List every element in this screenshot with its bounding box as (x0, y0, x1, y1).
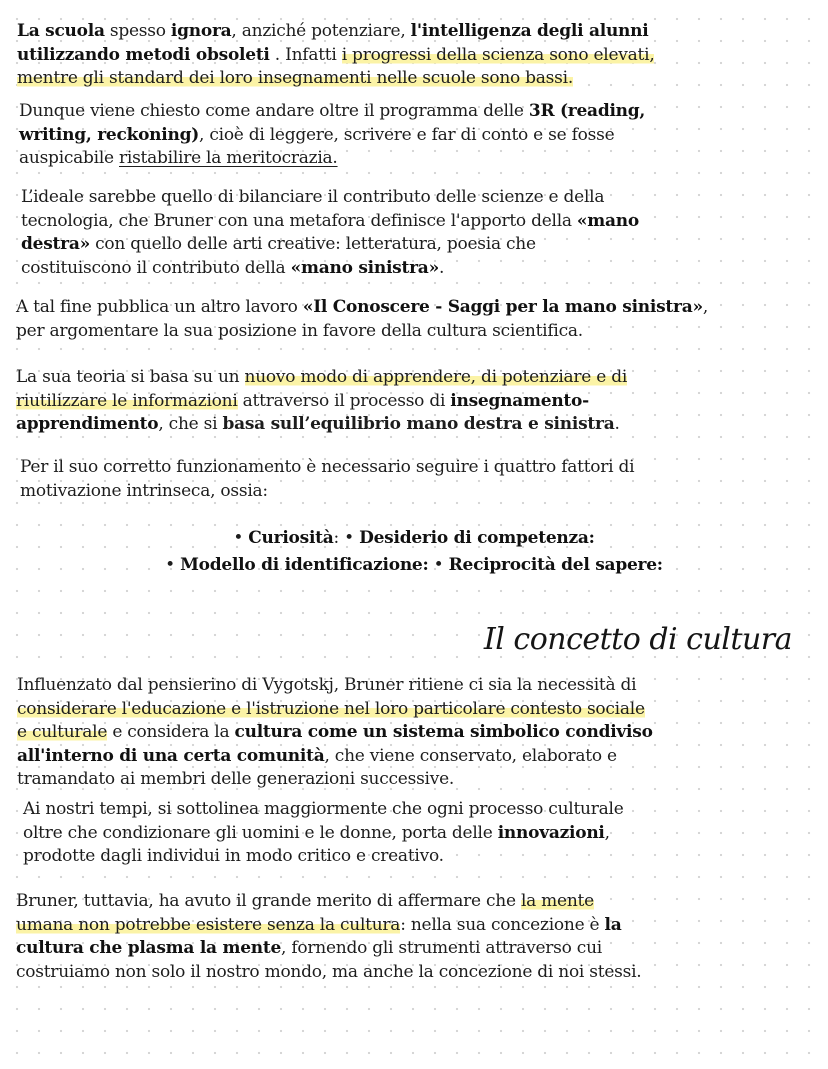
paragraph-school (17, 20, 654, 91)
paragraph-mind-culture (16, 890, 641, 984)
text-line: Influenzato dal pensierino di Vygotskj, Bruner ritiene ci sia la necessità di (17, 675, 637, 695)
motivation-factors-list (0, 525, 828, 579)
text-line: cultura che plasma la mente, fornendo gli strumenti attraverso cui (16, 938, 602, 958)
text-line: destra» con quello delle arti creative: letteratura, poesia che (21, 234, 536, 254)
paragraph-theory (16, 366, 627, 437)
paragraph-motivation (20, 456, 634, 503)
text-line: prodotte dagli individui in modo critico e creativo. (23, 846, 444, 866)
paragraph-vygotskij (17, 674, 653, 792)
text-line: costituiscono il contributo della «mano sinistra». (21, 257, 445, 278)
text-line: oltre che condizionare gli uomini e le donne, porta delle innovazioni, (23, 822, 610, 843)
text-line: Dunque viene chiesto come andare oltre il programma delle 3R (reading, (19, 101, 646, 121)
text-line: mentre gli standard dei loro insegnamenti nelle scuole sono bassi. (17, 68, 573, 88)
paragraph-innovations (23, 798, 624, 869)
text-line: tramandato ai membri delle generazioni successive. (17, 769, 455, 789)
text-line: writing, reckoning), cioè di leggere, scrivere e far di conto e se fosse (19, 124, 615, 145)
text-line: La scuola spesso ignora, anziché potenziare, l'intelligenza degli alunni (17, 21, 649, 41)
text-line: considerare l'educazione e l'istruzione nel loro particolare contesto sociale (17, 698, 645, 719)
list-item: • Modello di identificazione: • Reciprocità del sapere: (165, 555, 663, 575)
text-line: apprendimento, che si basa sull’equilibrio mano destra e sinistra. (16, 414, 620, 434)
text-line: costruiamo non solo il nostro mondo, ma anche la concezione di noi stessi. (16, 961, 642, 982)
text-line: tecnologia, che Bruner con una metafora definisce l'apporto della «mano (21, 210, 639, 231)
list-item: • Curiosità: • Desiderio di competenza: (233, 528, 595, 548)
text-line: per argomentare la sua posizione in favore della cultura scientifica. (16, 320, 583, 341)
text-line: e culturale e considera la cultura come un sistema simbolico condiviso (17, 722, 653, 742)
section-heading: Il concetto di cultura (483, 622, 792, 657)
text-line: Bruner, tuttavia, ha avuto il grande merito di affermare che la mente (16, 891, 594, 911)
paragraph-3r (19, 100, 645, 171)
text-line: Ai nostri tempi, si sottolinea maggiormente che ogni processo culturale (23, 799, 624, 819)
text-line: motivazione intrinseca, ossia: (20, 480, 268, 501)
paragraph-balance (21, 186, 639, 280)
text-line: riutilizzare le informazioni attraverso il processo di insegnamento- (16, 390, 589, 411)
text-line: umana non potrebbe esistere senza la cultura: nella sua concezione è la (16, 914, 622, 935)
text-line: Per il suo corretto funzionamento è necessario seguire i quattro fattori di (20, 457, 635, 477)
text-line: L’ideale sarebbe quello di bilanciare il contributo delle scienze e della (21, 187, 605, 207)
text-line: A tal fine pubblica un altro lavoro «Il Conoscere - Saggi per la mano sinistra», (16, 297, 709, 317)
text-line: La sua teoria si basa su un nuovo modo di apprendere, di potenziare e di (16, 367, 628, 387)
paragraph-publication (16, 296, 708, 343)
text-line: all'interno di una certa comunità, che viene conservato, elaborato e (17, 745, 617, 766)
text-line: utilizzando metodi obsoleti . Infatti i progressi della scienza sono elevati, (17, 44, 655, 65)
text-line: auspicabile ristabilire la meritocrazia. (19, 148, 338, 168)
